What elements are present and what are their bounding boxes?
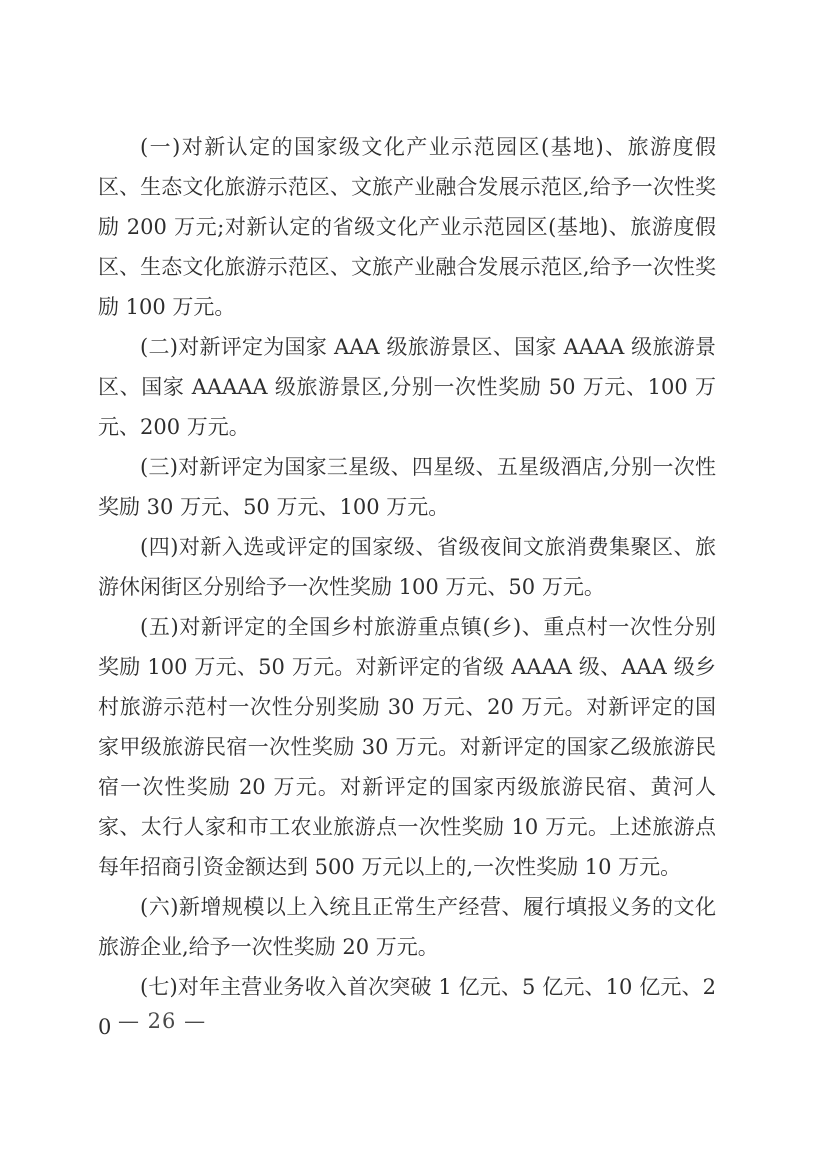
clause-3: (三)对新评定为国家三星级、四星级、五星级酒店,分别一次性奖励 30 万元、50 万元、100 万元。 [98, 455, 716, 519]
document-body [98, 127, 716, 1047]
page-number: — 26 — [118, 1009, 207, 1033]
clause-2: (二)对新评定为国家 AAA 级旅游景区、国家 AAAA 级旅游景区、国家 AAAAA 级旅游景区,分别一次性奖励 50 万元、100 万元、200 万元。 [98, 335, 716, 439]
clause-5: (五)对新评定的全国乡村旅游重点镇(乡)、重点村一次性分别奖励 100 万元、50 万元。对新评定的省级 AAAA 级、AAA 级乡村旅游示范村一次性分别奖励 30 万元、20 万元。对新评定的国家甲级旅游民宿一次性奖励 30 万元。对新评定的国家乙级旅游民宿一次性奖励 20 万元。对新评定的国家丙级旅游民宿、黄河人家、太行人家和市工农业旅游点一次性奖励 10 万元。上述旅游点每年招商引资金额达到 500 万元以上的,一次性奖励 10 万元。 [98, 615, 716, 879]
clause-6: (六)新增规模以上入统且正常生产经营、履行填报义务的文化旅游企业,给予一次性奖励 20 万元。 [98, 895, 716, 959]
clause-4: (四)对新入选或评定的国家级、省级夜间文旅消费集聚区、旅游休闲街区分别给予一次性奖励 100 万元、50 万元。 [98, 535, 716, 599]
clause-7: (七)对年主营业务收入首次突破 1 亿元、5 亿元、10 亿元、20 [98, 975, 716, 1039]
clause-1: (一)对新认定的国家级文化产业示范园区(基地)、旅游度假区、生态文化旅游示范区、文旅产业融合发展示范区,给予一次性奖励 200 万元;对新认定的省级文化产业示范园区(基地)、旅游度假区、生态文化旅游示范区、文旅产业融合发展示范区,给予一次性奖励 100 万元。 [98, 135, 716, 319]
